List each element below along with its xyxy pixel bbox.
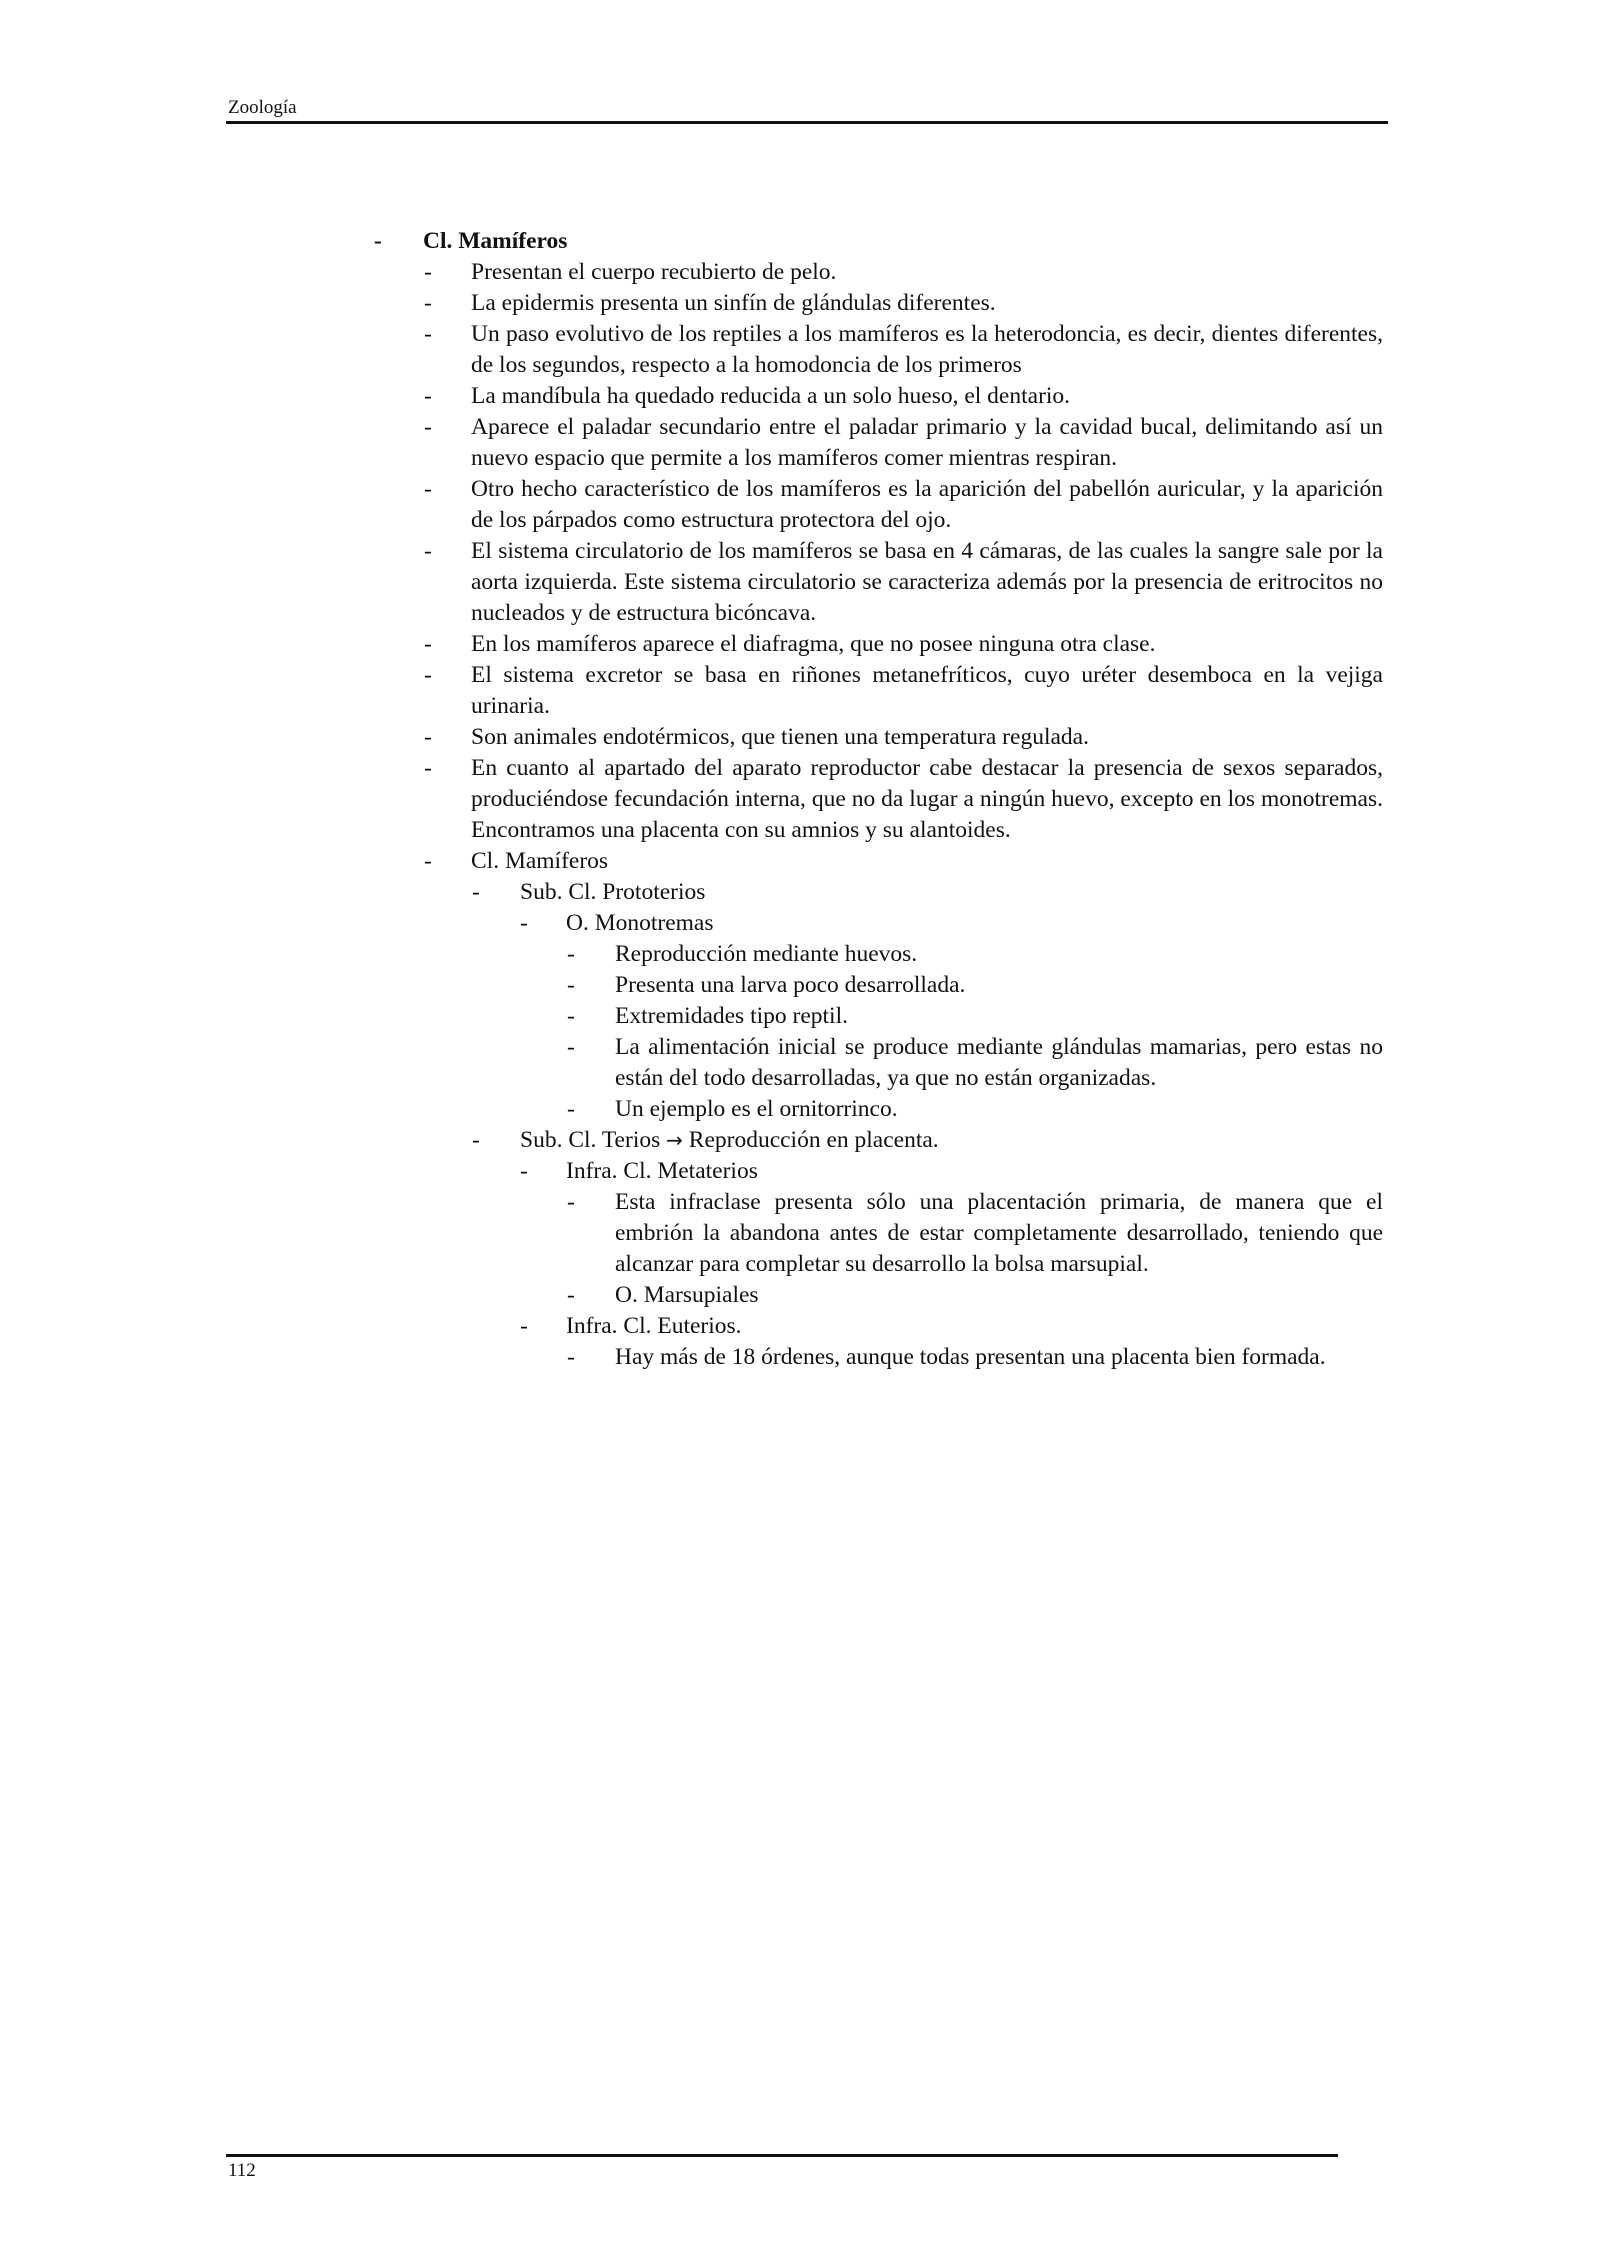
outline-list (0, 226, 1600, 1373)
list-item-text: Otro hecho característico de los mamíferos es la aparición del pabellón auricular, y la aparición de los párpados como estructura protectora del ojo. (471, 476, 1383, 533)
list-item (567, 1280, 1383, 1311)
list-item (424, 288, 1383, 319)
bullet-dash: - (424, 538, 432, 564)
list-item (567, 1032, 1383, 1094)
page-number: 112 (228, 2160, 256, 2181)
list-item (472, 877, 1383, 908)
bullet-dash: - (424, 290, 432, 316)
bullet-dash: - (424, 848, 432, 874)
list-item-text: Infra. Cl. Euterios. (566, 1313, 742, 1339)
list-item (567, 970, 1383, 1001)
right-arrow-icon: → (666, 1128, 683, 1152)
list-item (567, 1094, 1383, 1125)
bullet-dash: - (567, 1282, 575, 1308)
list-item (424, 319, 1383, 381)
list-item-text: En los mamíferos aparece el diafragma, que no posee ninguna otra clase. (471, 631, 1156, 657)
list-item (567, 1342, 1383, 1373)
list-item-text: Esta infraclase presenta sólo una placentación primaria, de manera que el embrión la abandona antes de estar completamente desarrollado, teniendo que alcanzar para completar su desarrollo la bolsa marsupial. (615, 1189, 1383, 1277)
list-item-text-after: Reproducción en placenta. (682, 1127, 939, 1153)
bullet-dash: - (567, 1344, 575, 1370)
list-item-text: Reproducción mediante huevos. (615, 941, 918, 967)
bullet-dash: - (567, 972, 575, 998)
list-item-heading (374, 226, 1383, 257)
bullet-dash: - (374, 228, 382, 254)
list-item-text: Cl. Mamíferos (423, 228, 568, 254)
list-item-text: Sub. Cl. Prototerios (520, 879, 706, 905)
list-item-text: Un ejemplo es el ornitorrinco. (615, 1096, 898, 1122)
list-item (424, 660, 1383, 722)
bullet-dash: - (567, 941, 575, 967)
list-item (424, 846, 1383, 877)
list-item-text: Infra. Cl. Metaterios (566, 1158, 758, 1184)
list-item (424, 722, 1383, 753)
list-item (567, 1001, 1383, 1032)
header-rule (226, 121, 1388, 124)
bullet-dash: - (520, 910, 528, 936)
running-header-title: Zoología (228, 97, 297, 118)
list-item-text: El sistema excretor se basa en riñones metanefríticos, cuyo uréter desemboca en la vejiga urinaria. (471, 662, 1383, 719)
bullet-dash: - (424, 724, 432, 750)
bullet-dash: - (520, 1158, 528, 1184)
list-item (472, 1125, 1383, 1156)
list-item (567, 939, 1383, 970)
list-item-text: Son animales endotérmicos, que tienen una temperatura regulada. (471, 724, 1089, 750)
list-item (520, 908, 1383, 939)
bullet-dash: - (424, 755, 432, 781)
bullet-dash: - (424, 321, 432, 347)
bullet-dash: - (567, 1096, 575, 1122)
list-item (424, 629, 1383, 660)
list-item (424, 381, 1383, 412)
bullet-dash: - (424, 259, 432, 285)
list-item-text: Extremidades tipo reptil. (615, 1003, 848, 1029)
list-item (424, 536, 1383, 629)
list-item-text: En cuanto al apartado del aparato reproductor cabe destacar la presencia de sexos separados, produciéndose fecundación interna, que no da lugar a ningún huevo, excepto en los monotremas. Encontramos una placenta con su amnios y su alantoides. (471, 755, 1383, 843)
list-item-text: El sistema circulatorio de los mamíferos se basa en 4 cámaras, de las cuales la sangre sale por la aorta izquierda. Este sistema circulatorio se caracteriza además por la presencia de eritrocitos no nucleados y de estructura bicóncava. (471, 538, 1383, 626)
bullet-dash: - (520, 1313, 528, 1339)
bullet-dash: - (424, 383, 432, 409)
list-item-text: La epidermis presenta un sinfín de glándulas diferentes. (471, 290, 996, 316)
bullet-dash: - (567, 1034, 575, 1060)
list-item (520, 1156, 1383, 1187)
list-item-text: La mandíbula ha quedado reducida a un solo hueso, el dentario. (471, 383, 1071, 409)
list-item (567, 1187, 1383, 1280)
bullet-dash: - (424, 414, 432, 440)
bullet-dash: - (567, 1003, 575, 1029)
bullet-dash: - (424, 631, 432, 657)
bullet-dash: - (472, 1127, 480, 1153)
list-item-text: Aparece el paladar secundario entre el paladar primario y la cavidad bucal, delimitando así un nuevo espacio que permite a los mamíferos comer mientras respiran. (471, 414, 1383, 471)
list-item-text: Cl. Mamíferos (471, 848, 609, 874)
list-item-text: La alimentación inicial se produce mediante glándulas mamarias, pero estas no están del todo desarrolladas, ya que no están organizadas. (615, 1034, 1383, 1091)
list-item-text: O. Marsupiales (615, 1282, 759, 1308)
bullet-dash: - (567, 1189, 575, 1215)
list-item-text: O. Monotremas (566, 910, 714, 936)
list-item (424, 257, 1383, 288)
list-item-text: Un paso evolutivo de los reptiles a los mamíferos es la heterodoncia, es decir, dientes diferentes, de los segundos, respecto a la homodoncia de los primeros (471, 321, 1383, 378)
bullet-dash: - (424, 476, 432, 502)
list-item-text: Hay más de 18 órdenes, aunque todas presentan una placenta bien formada. (615, 1344, 1326, 1370)
list-item-text: Presentan el cuerpo recubierto de pelo. (471, 259, 837, 285)
footer-rule (226, 2154, 1338, 2157)
list-item (424, 474, 1383, 536)
bullet-dash: - (472, 879, 480, 905)
bullet-dash: - (424, 662, 432, 688)
list-item (520, 1311, 1383, 1342)
list-item (424, 412, 1383, 474)
list-item-text-before: Sub. Cl. Terios (520, 1127, 667, 1153)
list-item-text: Presenta una larva poco desarrollada. (615, 972, 966, 998)
list-item (424, 753, 1383, 846)
